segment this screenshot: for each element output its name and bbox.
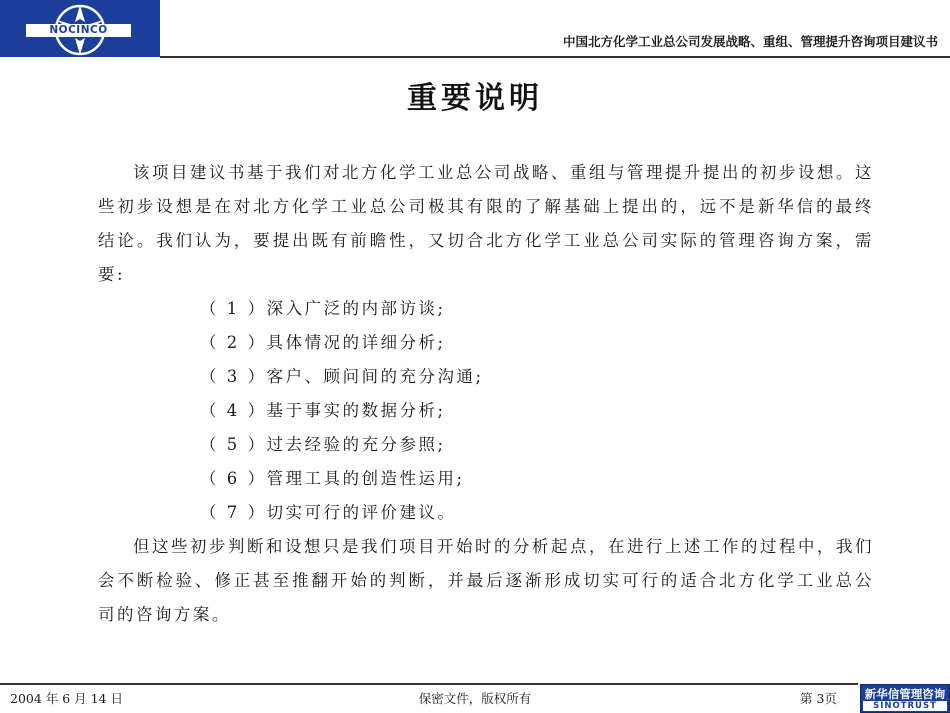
footer-confidential: 保密文件，版权所有 — [418, 691, 532, 706]
page-title: 重要说明 — [407, 81, 543, 116]
list-item: （ 6 ）管理工具的创造性运用; — [200, 469, 465, 488]
list-item: （ 5 ）过去经验的充分参照; — [200, 435, 446, 454]
requirements-list — [200, 292, 484, 530]
header-divider — [160, 56, 950, 58]
list-item: （ 3 ）客户、顾问间的充分沟通; — [200, 367, 484, 386]
nocinco-logo — [0, 0, 160, 57]
list-item: （ 7 ）切实可行的评价建议。 — [200, 503, 457, 522]
intro-paragraph: 该项目建议书基于我们对北方化学工业总公司战略、重组与管理提升提出的初步设想。这些初步设想是在对北方化学工业总公司极其有限的了解基础上提出的，远不是新华信的最终结论。我们认为，要提出既有前瞻性，又切合北方化学工业总公司实际的管理咨询方案，需要: — [98, 163, 874, 284]
sinotrust-logo — [860, 684, 950, 713]
page-number: 第 3页 — [800, 691, 837, 706]
list-item: （ 1 ）深入广泛的内部访谈; — [200, 299, 446, 318]
logo-text: NOCINCO — [26, 24, 131, 37]
brand-en: SINOTRUST — [863, 701, 947, 711]
brand-cn: 新华信管理咨询 — [864, 687, 946, 701]
header-title: 中国北方化学工业总公司发展战略、重组、管理提升咨询项目建议书 — [562, 34, 938, 49]
list-item: （ 2 ）具体情况的详细分析; — [200, 333, 446, 352]
list-item: （ 4 ）基于事实的数据分析; — [200, 401, 446, 420]
footer-divider — [0, 683, 858, 685]
closing-paragraph: 但这些初步判断和设想只是我们项目开始时的分析起点，在进行上述工作的过程中，我们会不断检验、修正甚至推翻开始的判断，并最后逐渐形成切实可行的适合北方化学工业总公司的咨询方案。 — [98, 537, 874, 624]
footer-date: 2004 年 6 月 14 日 — [10, 691, 124, 706]
